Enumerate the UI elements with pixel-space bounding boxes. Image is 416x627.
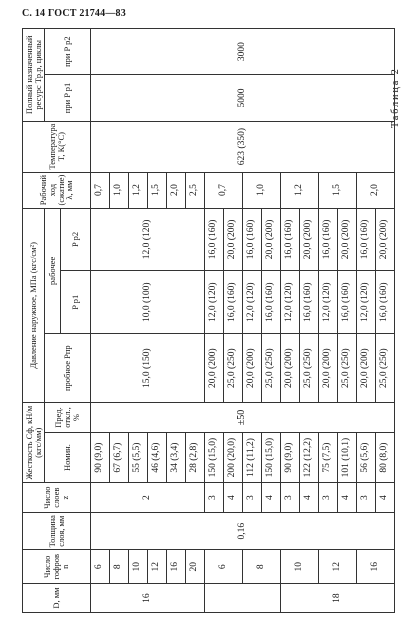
col-d: D, мм: [23, 584, 91, 613]
cell-x: 2,0: [167, 172, 186, 208]
cell-x: 1,5: [148, 172, 167, 208]
cell-d: 18: [281, 584, 395, 613]
cell-n: 12: [319, 550, 357, 584]
cell-c: 34 (3,4): [167, 432, 186, 482]
col-life-p2: при P p2: [45, 29, 91, 75]
col-c-nom: Номин.: [45, 432, 91, 482]
col-p-test: пробное Pпр: [45, 334, 91, 403]
cell-pt: 15,0 (150): [91, 334, 205, 403]
cell-x: 1,0: [243, 172, 281, 208]
rotated-table: [22, 28, 406, 613]
cell-z: 4: [300, 483, 319, 513]
cell-n: 16: [357, 550, 395, 584]
col-z: Число слоев z: [23, 483, 91, 513]
cell-c: 46 (4,6): [148, 432, 167, 482]
cell-p1: 12,0 (120): [319, 271, 338, 334]
cell-z: 4: [224, 483, 243, 513]
cell-n: 16: [167, 550, 186, 584]
col-p2: P p2: [61, 208, 91, 271]
cell-p1: 12,0 (120): [205, 271, 224, 334]
cell-p1: 16,0 (160): [376, 271, 395, 334]
cell-p1: 16,0 (160): [224, 271, 243, 334]
cell-pt: 25,0 (250): [300, 334, 319, 403]
col-n: Число гофров n: [23, 550, 91, 584]
cell-x: 1,5: [319, 172, 357, 208]
col-life-group: Полный назначенный ресурс Tр.р, циклы: [23, 29, 45, 122]
col-p1: P p1: [61, 271, 91, 334]
cell-x: 2,5: [186, 172, 205, 208]
cell-z: 4: [338, 483, 357, 513]
cell-c: 150 (15,0): [262, 432, 281, 482]
cell-d: 16: [91, 584, 205, 613]
spec-table: [22, 28, 395, 613]
cell-c: 90 (9,0): [91, 432, 110, 482]
cell-n: 6: [91, 550, 110, 584]
cell-z: 3: [357, 483, 376, 513]
cell-x: 1,0: [110, 172, 129, 208]
cell-p1: 16,0 (160): [262, 271, 281, 334]
col-p-work: рабочее: [45, 208, 61, 334]
cell-n: 8: [110, 550, 129, 584]
cell-pt: 25,0 (250): [224, 334, 243, 403]
cell-p2: 16,0 (160): [243, 208, 262, 271]
cell-n: 6: [205, 550, 243, 584]
cell-p1: 16,0 (160): [300, 271, 319, 334]
cell-pt: 25,0 (250): [338, 334, 357, 403]
cell-z: 3: [205, 483, 224, 513]
cell-p1: 12,0 (120): [243, 271, 262, 334]
cell-z: 3: [243, 483, 262, 513]
cell-pt: 20,0 (200): [243, 334, 262, 403]
cell-p2: 20,0 (200): [262, 208, 281, 271]
rotated-table-wrap: [22, 28, 406, 613]
cell-c: 80 (8,0): [376, 432, 395, 482]
cell-tol: ±50: [91, 403, 395, 433]
col-life-p1: при P p1: [45, 75, 91, 121]
cell-pt: 20,0 (200): [205, 334, 224, 403]
cell-n: 10: [281, 550, 319, 584]
cell-x: 1,2: [129, 172, 148, 208]
col-c-group: Жесткость Cф, кН/м (кгс/мм): [23, 403, 45, 483]
cell-pt: 20,0 (200): [357, 334, 376, 403]
cell-x: 0,7: [91, 172, 110, 208]
cell-c: 75 (7,5): [319, 432, 338, 482]
cell-c: 200 (20,0): [224, 432, 243, 482]
cell-c: 150 (15,0): [205, 432, 224, 482]
cell-p2: 20,0 (200): [224, 208, 243, 271]
cell-p2: 16,0 (160): [205, 208, 224, 271]
cell-c: 56 (5,6): [357, 432, 376, 482]
col-c-tol: Пред. откл., %: [45, 403, 91, 433]
cell-p2: 16,0 (160): [319, 208, 338, 271]
cell-p1: 12,0 (120): [357, 271, 376, 334]
cell-pt: 20,0 (200): [281, 334, 300, 403]
table-caption: Таблица 2: [390, 67, 401, 128]
cell-pt: 25,0 (250): [262, 334, 281, 403]
cell-n: 8: [243, 550, 281, 584]
cell-z: 4: [376, 483, 395, 513]
cell-c: 67 (6,7): [110, 432, 129, 482]
cell-n: 12: [148, 550, 167, 584]
page-header: С. 14 ГОСТ 21744—83: [22, 8, 126, 19]
cell-s: 0,16: [91, 513, 395, 550]
cell-z: 2: [91, 483, 205, 513]
cell-p1: 16,0 (160): [338, 271, 357, 334]
cell-c: 101 (10,1): [338, 432, 357, 482]
cell-p2: 16,0 (160): [357, 208, 376, 271]
cell-pt: 20,0 (200): [319, 334, 338, 403]
cell-c: 112 (11,2): [243, 432, 262, 482]
col-t: Температура T, К(°С): [23, 121, 91, 172]
cell-d: [205, 584, 281, 613]
cell-p2: 20,0 (200): [338, 208, 357, 271]
cell-p2: 20,0 (200): [300, 208, 319, 271]
cell-x: 2,0: [357, 172, 395, 208]
cell-p2: 12,0 (120): [91, 208, 205, 271]
cell-n: 10: [129, 550, 148, 584]
col-s: Толщина слоя, мм: [23, 513, 91, 550]
cell-c: 55 (5,5): [129, 432, 148, 482]
cell-p2: 16,0 (160): [281, 208, 300, 271]
cell-p1: 12,0 (120): [281, 271, 300, 334]
cell-p2: 20,0 (200): [376, 208, 395, 271]
cell-z: 3: [281, 483, 300, 513]
cell-c: 122 (12,2): [300, 432, 319, 482]
cell-x: 0,7: [205, 172, 243, 208]
col-x: Рабочий ход (сжатие) λ, мм: [23, 172, 91, 208]
cell-x: 1,2: [281, 172, 319, 208]
cell-life-p2: 3000: [91, 29, 395, 75]
col-p-group: Давление наружное, МПа (кгс/см²): [23, 208, 45, 403]
cell-pt: 25,0 (250): [376, 334, 395, 403]
cell-n: 20: [186, 550, 205, 584]
cell-temperature: 623 (350): [91, 121, 395, 172]
cell-z: 3: [319, 483, 338, 513]
cell-c: 90 (9,0): [281, 432, 300, 482]
cell-p1: 10,0 (100): [91, 271, 205, 334]
cell-z: 4: [262, 483, 281, 513]
cell-c: 28 (2,8): [186, 432, 205, 482]
cell-life-p1: 5000: [91, 75, 395, 121]
